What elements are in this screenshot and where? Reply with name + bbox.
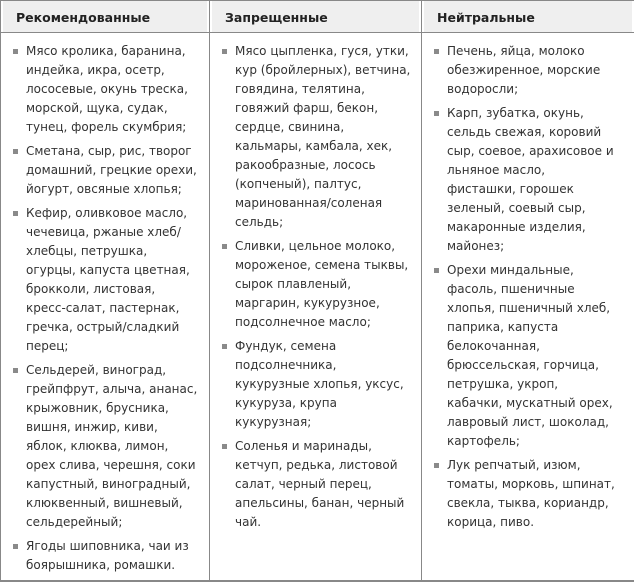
list-item-text: гречка, острый/сладкий	[26, 320, 180, 334]
list-item-text: томаты, морковь, шпинат,	[447, 477, 615, 491]
square-bullet-icon	[13, 368, 18, 373]
list-item-text: кукурузная;	[235, 415, 312, 429]
list-item-text: брокколи, листовая,	[26, 282, 156, 296]
list-item	[9, 142, 203, 199]
list-item-text: льняное масло,	[447, 163, 546, 177]
list-item-text: свекла, тыква, кориандр,	[447, 496, 609, 510]
list-item-text: лососевые, окунь треска,	[26, 82, 188, 96]
list-item-text: Фундук, семена	[235, 339, 337, 353]
list-item-text: огурцы, капуста цветная,	[26, 263, 190, 277]
list-item	[430, 456, 628, 532]
list-item-text: подсолнечное масло;	[235, 315, 371, 329]
list-item-text: салат, черный перец,	[235, 477, 372, 491]
list-item-text: Лук репчатый, изюм,	[447, 458, 581, 472]
list-item-text: мороженое, семена тыквы,	[235, 258, 409, 272]
header-forbidden: Запрещенные	[210, 1, 421, 32]
list-item-text: Сметана, сыр, рис, творог	[26, 144, 192, 158]
list-item-text: говяжий фарш, бекон,	[235, 101, 379, 115]
square-bullet-icon	[434, 111, 439, 116]
list-item	[9, 42, 203, 137]
list-item-text: морской, щука, судак,	[26, 101, 168, 115]
list-item-text: майонез;	[447, 239, 505, 253]
list-item-text: сельдь;	[235, 215, 284, 229]
list-item-text: капустный, виноградный,	[26, 477, 191, 491]
list-item-text: чай.	[235, 515, 262, 529]
list-item-text: сельдь свежая, коровий	[447, 125, 602, 139]
list-item-text: кетчуп, редька, листовой	[235, 458, 398, 472]
list-item	[9, 204, 203, 356]
list-item-text: кукуруза, крупа	[235, 396, 337, 410]
list-item-text: домашний, грецкие орехи,	[26, 163, 197, 177]
list-item	[9, 537, 203, 575]
list-item	[9, 361, 203, 532]
list-item-text: зеленый, соевый сыр,	[447, 201, 586, 215]
list-item-text: Соленья и маринады,	[235, 439, 372, 453]
list-item-text: Мясо цыпленка, гуся, утки,	[235, 44, 409, 58]
square-bullet-icon	[222, 444, 227, 449]
list-item-text: (копченый), палтус,	[235, 177, 362, 191]
list-item-text: кур (бройлерных), ветчина,	[235, 63, 411, 77]
square-bullet-icon	[13, 149, 18, 154]
list-item-text: Мясо кролика, баранина,	[26, 44, 186, 58]
column-recommended	[1, 33, 209, 580]
list-item-text: сырок плавленый,	[235, 277, 352, 291]
list-item-text: обезжиренное, морские	[447, 63, 601, 77]
list-item-text: картофель;	[447, 434, 520, 448]
list-item-text: фисташки, горошек	[447, 182, 574, 196]
list-item	[430, 261, 628, 451]
list-item-text: боярышника, ромашки.	[26, 558, 176, 572]
list-item-text: крыжовник, брусника,	[26, 401, 169, 415]
list-item	[218, 237, 415, 332]
list-item-text: Ягоды шиповника, чаи из	[26, 539, 189, 553]
square-bullet-icon	[13, 211, 18, 216]
header-recommended: Рекомендованные	[1, 1, 209, 32]
list-item-text: чечевица, ржаные хлеб/	[26, 225, 181, 239]
square-bullet-icon	[434, 49, 439, 54]
list-item-text: сердце, свинина,	[235, 120, 345, 134]
list-item-text: Карп, зубатка, окунь,	[447, 106, 584, 120]
header-neutral: Нейтральные	[422, 1, 634, 32]
list-item-text: апельсины, банан, черный	[235, 496, 405, 510]
square-bullet-icon	[13, 544, 18, 549]
column-forbidden	[210, 33, 421, 580]
list-item-text: макаронные изделия,	[447, 220, 586, 234]
list-item	[218, 337, 415, 432]
list-item-text: корица, пиво.	[447, 515, 535, 529]
list-item-text: хлопья, пшеничный хлеб,	[447, 301, 611, 315]
list-item-text: грейпфрут, алыча, ананас,	[26, 382, 198, 396]
list-item-text: лавровый лист, шоколад,	[447, 415, 609, 429]
list-item-text: ракообразные, лосось	[235, 158, 376, 172]
list-item-text: Печень, яйца, молоко	[447, 44, 585, 58]
list-item-text: тунец, форель скумбрия;	[26, 120, 187, 134]
list-item-text: белокочанная,	[447, 339, 540, 353]
list-item	[430, 42, 628, 99]
list-item-text: Сливки, цельное молоко,	[235, 239, 396, 253]
list-item-text: перец;	[26, 339, 69, 353]
list-item	[218, 42, 415, 232]
list-item	[430, 104, 628, 256]
square-bullet-icon	[434, 463, 439, 468]
list-item-text: вишня, инжир, киви,	[26, 420, 158, 434]
list-item-text: кабачки, мускатный орех,	[447, 396, 613, 410]
list-item-text: Орехи миндальные,	[447, 263, 574, 277]
list-item-text: паприка, капуста	[447, 320, 559, 334]
list-item-text: кальмары, камбала, хек,	[235, 139, 393, 153]
list-item-text: фасоль, пшеничные	[447, 282, 575, 296]
list-item-text: маринованная/соленая	[235, 196, 383, 210]
list-item	[218, 437, 415, 532]
list-item-text: хлебцы, петрушка,	[26, 244, 148, 258]
square-bullet-icon	[13, 49, 18, 54]
list-item-text: сельдерейный;	[26, 515, 123, 529]
list-item-text: Кефир, оливковое масло,	[26, 206, 188, 220]
list-item-text: сыр, соевое, арахисовое и	[447, 144, 614, 158]
square-bullet-icon	[222, 49, 227, 54]
list-item-text: йогурт, овсяные хлопья;	[26, 182, 182, 196]
list-item-text: брюссельская, горчица,	[447, 358, 599, 372]
list-item-text: подсолнечника,	[235, 358, 337, 372]
list-item-text: маргарин, кукурузное,	[235, 296, 380, 310]
list-item-text: яблок, клюква, лимон,	[26, 439, 169, 453]
column-neutral	[422, 33, 634, 580]
list-item-text: водоросли;	[447, 82, 519, 96]
square-bullet-icon	[222, 244, 227, 249]
list-item-text: кресс-салат, пастернак,	[26, 301, 180, 315]
list-item-text: петрушка, укроп,	[447, 377, 559, 391]
list-item-text: кукурузные хлопья, уксус,	[235, 377, 404, 391]
list-item-text: индейка, икра, осетр,	[26, 63, 165, 77]
list-item-text: Сельдерей, виноград,	[26, 363, 167, 377]
list-item-text: клюквенный, вишневый,	[26, 496, 183, 510]
square-bullet-icon	[222, 344, 227, 349]
list-item-text: говядина, телятина,	[235, 82, 365, 96]
square-bullet-icon	[434, 268, 439, 273]
list-item-text: орех слива, черешня, соки	[26, 458, 196, 472]
